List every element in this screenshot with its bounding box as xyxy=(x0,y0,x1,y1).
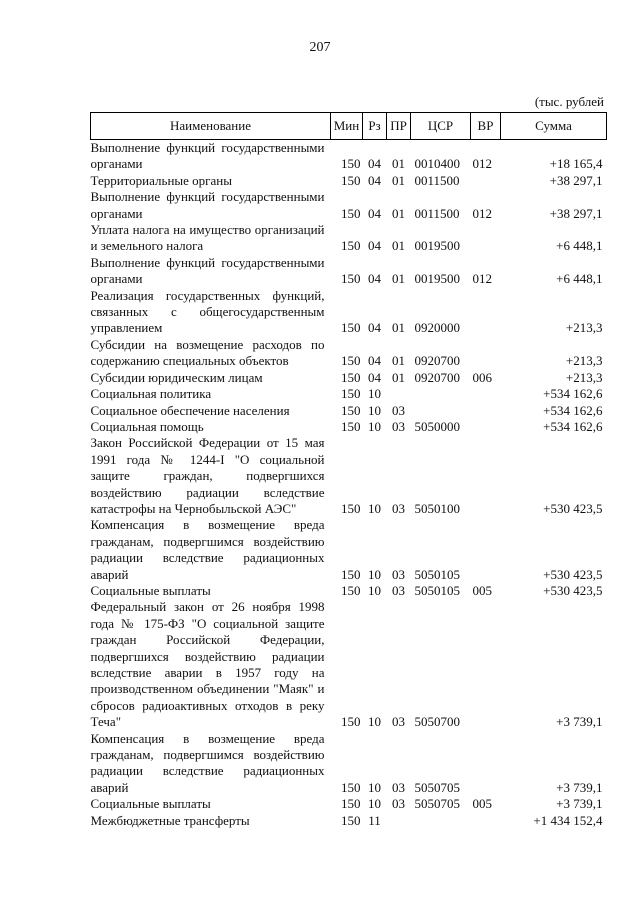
cell-sum: +534 162,6 xyxy=(543,386,603,402)
cell-name: Субсидии на возмещение расходов по содержанию специальных объектов xyxy=(90,336,325,369)
cell-csr: 0019500 xyxy=(414,238,460,254)
table-row xyxy=(91,813,607,829)
cell-pr: 01 xyxy=(392,353,405,369)
cell-pr: 03 xyxy=(392,779,405,795)
cell-rz: 10 xyxy=(368,386,381,402)
cell-min: 150 xyxy=(341,353,361,369)
cell-vr xyxy=(471,813,501,829)
cell-sum: +530 423,5 xyxy=(543,582,603,598)
cell-name: Федеральный закон от 26 ноября 1998 года № 175-ФЗ "О социальной защите граждан Российской Федерации, подвергшихся воздействию радиации вследствие аварии в 1957 году на производственном объединении "Маяк" и сбросов радиоактивных отходов в реку Теча" xyxy=(90,599,325,730)
cell-csr: 5050705 xyxy=(414,796,460,812)
cell-pr xyxy=(387,813,411,829)
cell-pr: 01 xyxy=(392,320,405,336)
cell-pr: 03 xyxy=(392,796,405,812)
cell-rz: 10 xyxy=(368,402,381,418)
cell-sum: +530 423,5 xyxy=(543,500,603,516)
cell-sum: +38 297,1 xyxy=(549,172,603,188)
cell-name: Выполнение функций государственными органами xyxy=(90,254,325,287)
cell-csr xyxy=(411,386,471,402)
header-min: Мин xyxy=(331,113,363,140)
cell-csr: 5050105 xyxy=(414,566,460,582)
cell-min: 150 xyxy=(341,156,361,172)
cell-pr: 03 xyxy=(392,418,405,434)
cell-rz: 04 xyxy=(368,320,381,336)
cell-name: Реализация государственных функций, связанных с общегосударственным управлением xyxy=(90,287,325,336)
cell-rz: 10 xyxy=(368,418,381,434)
cell-csr: 5050000 xyxy=(414,418,460,434)
cell-csr xyxy=(411,403,471,419)
cell-rz: 04 xyxy=(368,205,381,221)
cell-rz: 10 xyxy=(368,714,381,730)
cell-sum: +38 297,1 xyxy=(549,205,603,221)
cell-csr xyxy=(411,813,471,829)
header-name: Наименование xyxy=(91,113,331,140)
cell-name: Компенсация в возмещение вреда гражданам, подвергшимся воздействию радиации вследствие радиационных аварий xyxy=(90,730,325,795)
cell-rz: 04 xyxy=(368,369,381,385)
cell-vr xyxy=(471,517,501,583)
cell-csr: 5050105 xyxy=(414,582,460,598)
cell-csr: 5050700 xyxy=(414,714,460,730)
cell-name: Выполнение функций государственными органами xyxy=(90,140,325,172)
cell-rz: 10 xyxy=(368,779,381,795)
cell-rz: 04 xyxy=(368,238,381,254)
cell-vr xyxy=(471,173,501,189)
cell-pr xyxy=(387,386,411,402)
table-row xyxy=(91,140,607,173)
cell-min: 150 xyxy=(341,796,361,812)
cell-sum: +534 162,6 xyxy=(543,418,603,434)
cell-min: 150 xyxy=(341,386,361,402)
cell-vr xyxy=(471,288,501,337)
cell-rz: 10 xyxy=(368,582,381,598)
cell-pr: 03 xyxy=(392,500,405,516)
table-row xyxy=(91,599,607,730)
cell-vr xyxy=(471,419,501,435)
cell-pr: 01 xyxy=(392,369,405,385)
cell-min: 150 xyxy=(341,779,361,795)
header-vr: ВР xyxy=(471,113,501,140)
cell-name: Социальная помощь xyxy=(90,418,204,434)
cell-pr: 01 xyxy=(392,271,405,287)
cell-name: Социальные выплаты xyxy=(90,582,211,598)
cell-sum: +530 423,5 xyxy=(543,566,603,582)
cell-csr: 0920700 xyxy=(414,369,460,385)
cell-vr: 012 xyxy=(472,271,492,287)
cell-csr: 0011500 xyxy=(414,172,460,188)
cell-vr: 005 xyxy=(472,796,492,812)
cell-pr: 03 xyxy=(392,714,405,730)
cell-vr: 005 xyxy=(472,582,492,598)
cell-rz: 10 xyxy=(368,566,381,582)
table-row xyxy=(91,435,607,517)
cell-csr: 0011500 xyxy=(414,205,460,221)
table-header xyxy=(91,113,607,140)
cell-min: 150 xyxy=(341,238,361,254)
cell-sum: +3 739,1 xyxy=(556,714,603,730)
cell-rz: 04 xyxy=(368,156,381,172)
cell-sum: +18 165,4 xyxy=(549,156,603,172)
table-row xyxy=(91,419,607,435)
cell-sum: +213,3 xyxy=(565,353,603,369)
cell-sum: +534 162,6 xyxy=(543,402,603,418)
table-row xyxy=(91,583,607,599)
header-csr: ЦСР xyxy=(411,113,471,140)
header-rz: Рз xyxy=(363,113,387,140)
page-number: 207 xyxy=(309,40,331,55)
cell-csr: 5050705 xyxy=(414,779,460,795)
table-row xyxy=(91,173,607,189)
cell-name: Социальные выплаты xyxy=(90,796,211,812)
cell-sum: +6 448,1 xyxy=(556,238,603,254)
cell-min: 150 xyxy=(341,320,361,336)
cell-pr: 01 xyxy=(392,172,405,188)
cell-pr: 01 xyxy=(392,238,405,254)
header-sum: Сумма xyxy=(501,113,607,140)
cell-min: 150 xyxy=(341,369,361,385)
table-row xyxy=(91,403,607,419)
cell-vr xyxy=(471,731,501,797)
budget-table xyxy=(90,112,607,829)
cell-csr: 0010400 xyxy=(414,156,460,172)
cell-pr: 03 xyxy=(392,402,405,418)
cell-rz: 10 xyxy=(368,796,381,812)
cell-min: 150 xyxy=(341,402,361,418)
cell-name: Территориальные органы xyxy=(90,172,232,188)
table-row xyxy=(91,288,607,337)
table-row xyxy=(91,189,607,222)
cell-vr xyxy=(471,403,501,419)
cell-csr: 0920700 xyxy=(414,353,460,369)
cell-sum: +1 434 152,4 xyxy=(533,812,603,828)
table-row xyxy=(91,731,607,797)
cell-vr: 012 xyxy=(472,205,492,221)
cell-vr xyxy=(471,599,501,730)
cell-rz: 11 xyxy=(368,812,381,828)
cell-name: Компенсация в возмещение вреда гражданам, подвергшимся воздействию радиации вследствие радиационных аварий xyxy=(90,517,325,582)
cell-rz: 04 xyxy=(368,353,381,369)
cell-csr: 0019500 xyxy=(414,271,460,287)
table-row xyxy=(91,370,607,386)
cell-min: 150 xyxy=(341,566,361,582)
cell-csr: 0920000 xyxy=(414,320,460,336)
cell-sum: +6 448,1 xyxy=(556,271,603,287)
cell-vr: 012 xyxy=(472,156,492,172)
cell-vr: 006 xyxy=(472,369,492,385)
cell-rz: 04 xyxy=(368,271,381,287)
cell-min: 150 xyxy=(341,205,361,221)
cell-sum: +3 739,1 xyxy=(556,796,603,812)
table-row xyxy=(91,255,607,288)
cell-pr: 01 xyxy=(392,156,405,172)
table-row xyxy=(91,517,607,583)
units-label: (тыс. рублей xyxy=(534,94,604,109)
cell-rz: 04 xyxy=(368,172,381,188)
cell-name: Субсидии юридическим лицам xyxy=(90,369,263,385)
cell-min: 150 xyxy=(341,271,361,287)
cell-csr: 5050100 xyxy=(414,500,460,516)
cell-name: Социальное обеспечение населения xyxy=(90,402,290,418)
cell-name: Социальная политика xyxy=(90,386,212,402)
table-body xyxy=(91,140,607,830)
cell-name: Закон Российской Федерации от 15 мая 1991 года № 1244-I "О социальной защите граждан, подвергшихся воздействию радиации вследствие катастрофы на Чернобыльской АЭС" xyxy=(90,435,325,516)
table-row xyxy=(91,796,607,812)
cell-name: Уплата налога на имущество организаций и земельного налога xyxy=(90,222,325,254)
cell-min: 150 xyxy=(341,418,361,434)
cell-pr: 03 xyxy=(392,566,405,582)
cell-sum: +213,3 xyxy=(565,369,603,385)
cell-name: Межбюджетные трансферты xyxy=(90,812,250,828)
cell-min: 150 xyxy=(341,500,361,516)
cell-vr xyxy=(471,337,501,370)
cell-pr: 01 xyxy=(392,205,405,221)
header-pr: ПР xyxy=(387,113,411,140)
cell-rz: 10 xyxy=(368,500,381,516)
cell-min: 150 xyxy=(341,714,361,730)
table-row xyxy=(91,337,607,370)
table-row xyxy=(91,222,607,255)
cell-sum: +213,3 xyxy=(565,320,603,336)
cell-vr xyxy=(471,386,501,402)
table-row xyxy=(91,386,607,402)
cell-min: 150 xyxy=(341,172,361,188)
cell-name: Выполнение функций государственными органами xyxy=(90,189,325,221)
cell-vr xyxy=(471,435,501,517)
cell-min: 150 xyxy=(341,812,361,828)
cell-min: 150 xyxy=(341,582,361,598)
cell-sum: +3 739,1 xyxy=(556,779,603,795)
cell-vr xyxy=(471,222,501,255)
cell-pr: 03 xyxy=(392,582,405,598)
